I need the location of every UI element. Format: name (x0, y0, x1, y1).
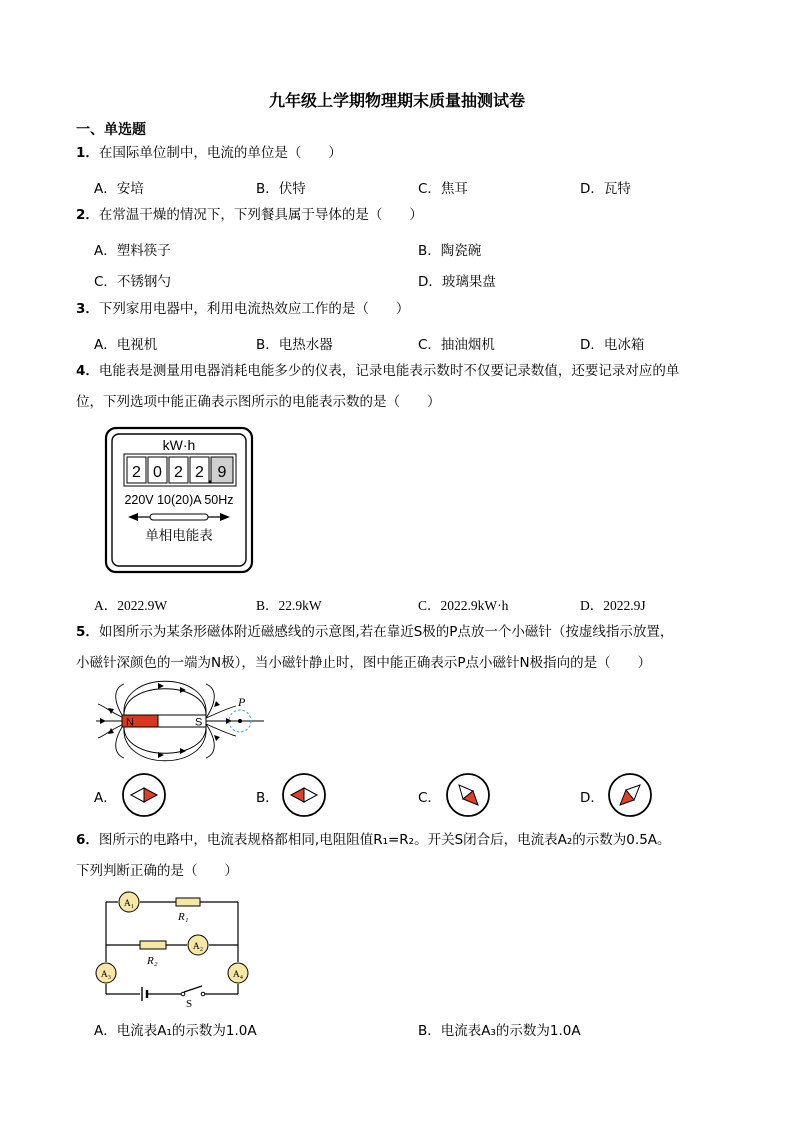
ammeter-a3-label: A₃ (100, 970, 112, 980)
question-text-line-2: 下列判断正确的是（ ） (76, 863, 238, 879)
meter-spec: 220V 10(20)A 50Hz (124, 493, 234, 507)
q5-option-a: A． (94, 790, 117, 806)
electric-meter-figure (104, 426, 254, 574)
question-1 (76, 138, 342, 169)
q2-option-c: C．不锈钢勺 (94, 274, 171, 290)
question-5 (76, 617, 762, 679)
question-4 (76, 356, 762, 418)
question-number: 6． (76, 832, 99, 848)
switch-contact (201, 992, 205, 996)
circuit-diagram (92, 890, 252, 1008)
question-text-line-1: 如图所示为某条形磁体附近磁感线的示意图,若在靠近S极的P点放一个小磁针（按虚线指示放置， (98, 624, 674, 640)
resistor-r1-label: R₁ (178, 911, 189, 923)
meter-name: 单相电能表 (145, 528, 213, 543)
question-text-line-1: 电能表是测量用电器消耗电能多少的仪表，记录电能表示数时不仅要记录数值，还要记录对应的单 (98, 363, 680, 379)
q3-option-d: D．电冰箱 (580, 337, 645, 353)
point-p (238, 719, 242, 723)
compass-c (444, 771, 492, 819)
q4-option-c: C．2022.9kW·h (418, 598, 509, 613)
q2-option-b: B．陶瓷碗 (418, 243, 482, 259)
magnet-n-label: N (126, 716, 134, 729)
meter-digit: 0 (153, 464, 162, 481)
q1-option-b: B．伏特 (256, 181, 306, 197)
question-number: 4． (76, 363, 99, 379)
q6-option-b: B．电流表A₃的示数为1.0A (418, 1023, 581, 1039)
meter-digit-decimal: 9 (217, 464, 227, 481)
q4-option-d: D．2022.9J (580, 598, 646, 613)
ammeter-a1-label: A₁ (123, 899, 135, 909)
question-text: 在常温干燥的情况下，下列餐具属于导体的是（ ） (98, 207, 423, 223)
question-3 (76, 294, 409, 325)
section-heading: 一、单选题 (76, 122, 146, 138)
resistor-r2-label: R₂ (147, 955, 158, 967)
ammeter-a2-label: A₂ (192, 942, 204, 952)
question-text-line-2: 小磁针深颜色的一端为N极），当小磁针静止时，图中能正确表示P点小磁针N极指向的是（ ） (76, 655, 652, 671)
q3-option-b: B．电热水器 (256, 337, 333, 353)
question-2 (76, 200, 423, 231)
switch-label: S (186, 998, 193, 1008)
resistor-r1 (176, 898, 200, 906)
magnet-field-figure (94, 678, 266, 764)
page-title: 九年级上学期物理期末质量抽测试卷 (268, 91, 525, 110)
q1-option-d: D．瓦特 (580, 181, 631, 197)
meter-digit: 2 (174, 464, 183, 481)
question-text: 在国际单位制中，电流的单位是（ ） (98, 145, 342, 161)
meter-unit: kW·h (162, 437, 196, 453)
compass-d (606, 771, 654, 819)
q5-option-b: B． (256, 790, 279, 806)
question-number: 3． (76, 301, 99, 317)
compass-a (120, 771, 168, 819)
q4-option-a: A．2022.9W (94, 598, 168, 613)
point-p-label: P (238, 695, 246, 709)
question-number: 1． (76, 145, 99, 161)
q3-option-c: C．抽油烟机 (418, 337, 495, 353)
compass-b (280, 771, 328, 819)
meter-digit: 2 (195, 464, 204, 481)
decimal-point (208, 480, 211, 483)
q1-option-c: C．焦耳 (418, 181, 468, 197)
magnet-s-label: S (195, 716, 203, 729)
q1-option-a: A．安培 (94, 181, 144, 197)
q5-option-d: D． (580, 790, 604, 806)
question-text-line-2: 位，下列选项中能正确表示图所示的电能表示数的是（ ） (76, 394, 441, 410)
ammeter-a4-label: A₄ (232, 970, 244, 980)
meter-digit: 2 (132, 464, 141, 481)
question-6 (76, 825, 762, 887)
question-number: 2． (76, 207, 99, 223)
q4-option-b: B．22.9kW (256, 598, 322, 613)
resistor-r2 (140, 941, 166, 949)
question-number: 5． (76, 624, 99, 640)
switch-contact (181, 992, 185, 996)
q2-option-a: A．塑料筷子 (94, 243, 171, 259)
question-text-line-1: 图所示的电路中，电流表规格都相同,电阻阻值R₁=R₂。开关S闭合后，电流表A₂的示数为0.5A。 (98, 832, 671, 848)
question-text: 下列家用电器中，利用电流热效应工作的是（ ） (98, 301, 410, 317)
battery-symbol (142, 987, 147, 1001)
q2-option-d: D．玻璃果盘 (418, 274, 496, 290)
q5-option-c: C． (418, 790, 441, 806)
q6-option-a: A．电流表A₁的示数为1.0A (94, 1023, 257, 1039)
q3-option-a: A．电视机 (94, 337, 158, 353)
